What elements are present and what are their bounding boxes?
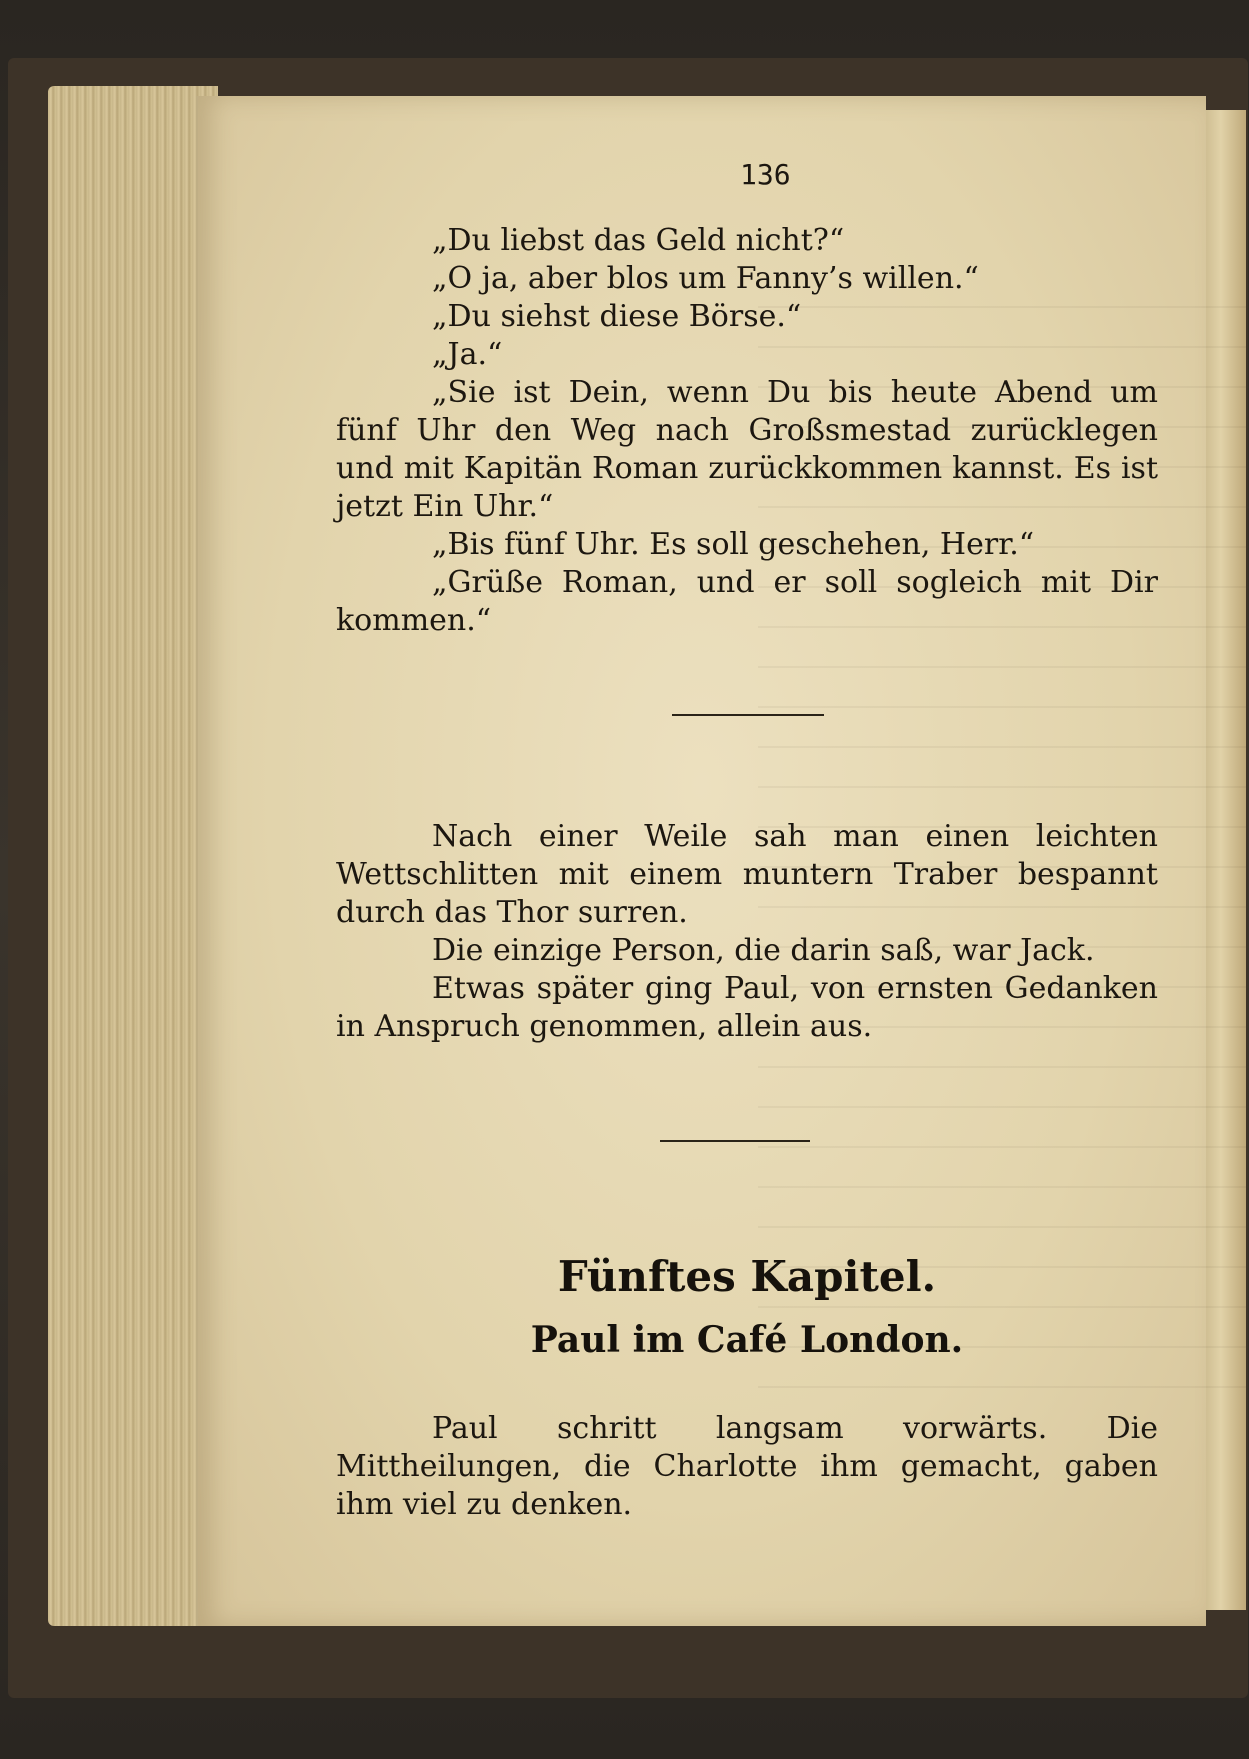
paragraph: Paul schritt langsam vorwärts. Die Mittheilungen, die Charlotte ihm gemacht, gaben ihm viel zu denken.	[336, 1411, 1158, 1522]
paragraph: „O ja, aber blos um Fanny’s willen.“	[432, 261, 979, 296]
chapter-opening	[336, 1410, 1158, 1524]
paragraph: „Du liebst das Geld nicht?“	[432, 223, 845, 258]
paragraph: Die einzige Person, die darin saß, war Jack.	[432, 933, 1095, 968]
dialogue-section	[336, 222, 1158, 640]
paragraph: „Ja.“	[432, 337, 503, 372]
chapter-title: Fünftes Kapitel.	[557, 1252, 937, 1301]
page-edges	[48, 86, 218, 1626]
paragraph: „Bis fünf Uhr. Es soll geschehen, Herr.“	[432, 527, 1035, 562]
page-number: 136	[740, 158, 791, 191]
section-divider	[672, 714, 824, 716]
paragraph: „Sie ist Dein, wenn Du bis heute Abend um fünf Uhr den Weg nach Großsmestad zurücklegen und mit Kapitän Roman zurückkommen kannst. Es ist jetzt Ein Uhr.“	[336, 375, 1158, 524]
paragraph: Etwas später ging Paul, von ernsten Gedanken in Anspruch genommen, allein aus.	[336, 971, 1158, 1044]
paragraph: Nach einer Weile sah man einen leichten Wettschlitten mit einem muntern Traber bespannt durch das Thor surren.	[336, 819, 1158, 930]
narrative-section	[336, 818, 1158, 1046]
chapter-subtitle: Paul im Café London.	[530, 1319, 964, 1361]
paragraph: „Du siehst diese Börse.“	[432, 299, 802, 334]
paragraph: „Grüße Roman, und er soll sogleich mit Dir kommen.“	[336, 565, 1158, 638]
section-divider	[660, 1140, 810, 1142]
